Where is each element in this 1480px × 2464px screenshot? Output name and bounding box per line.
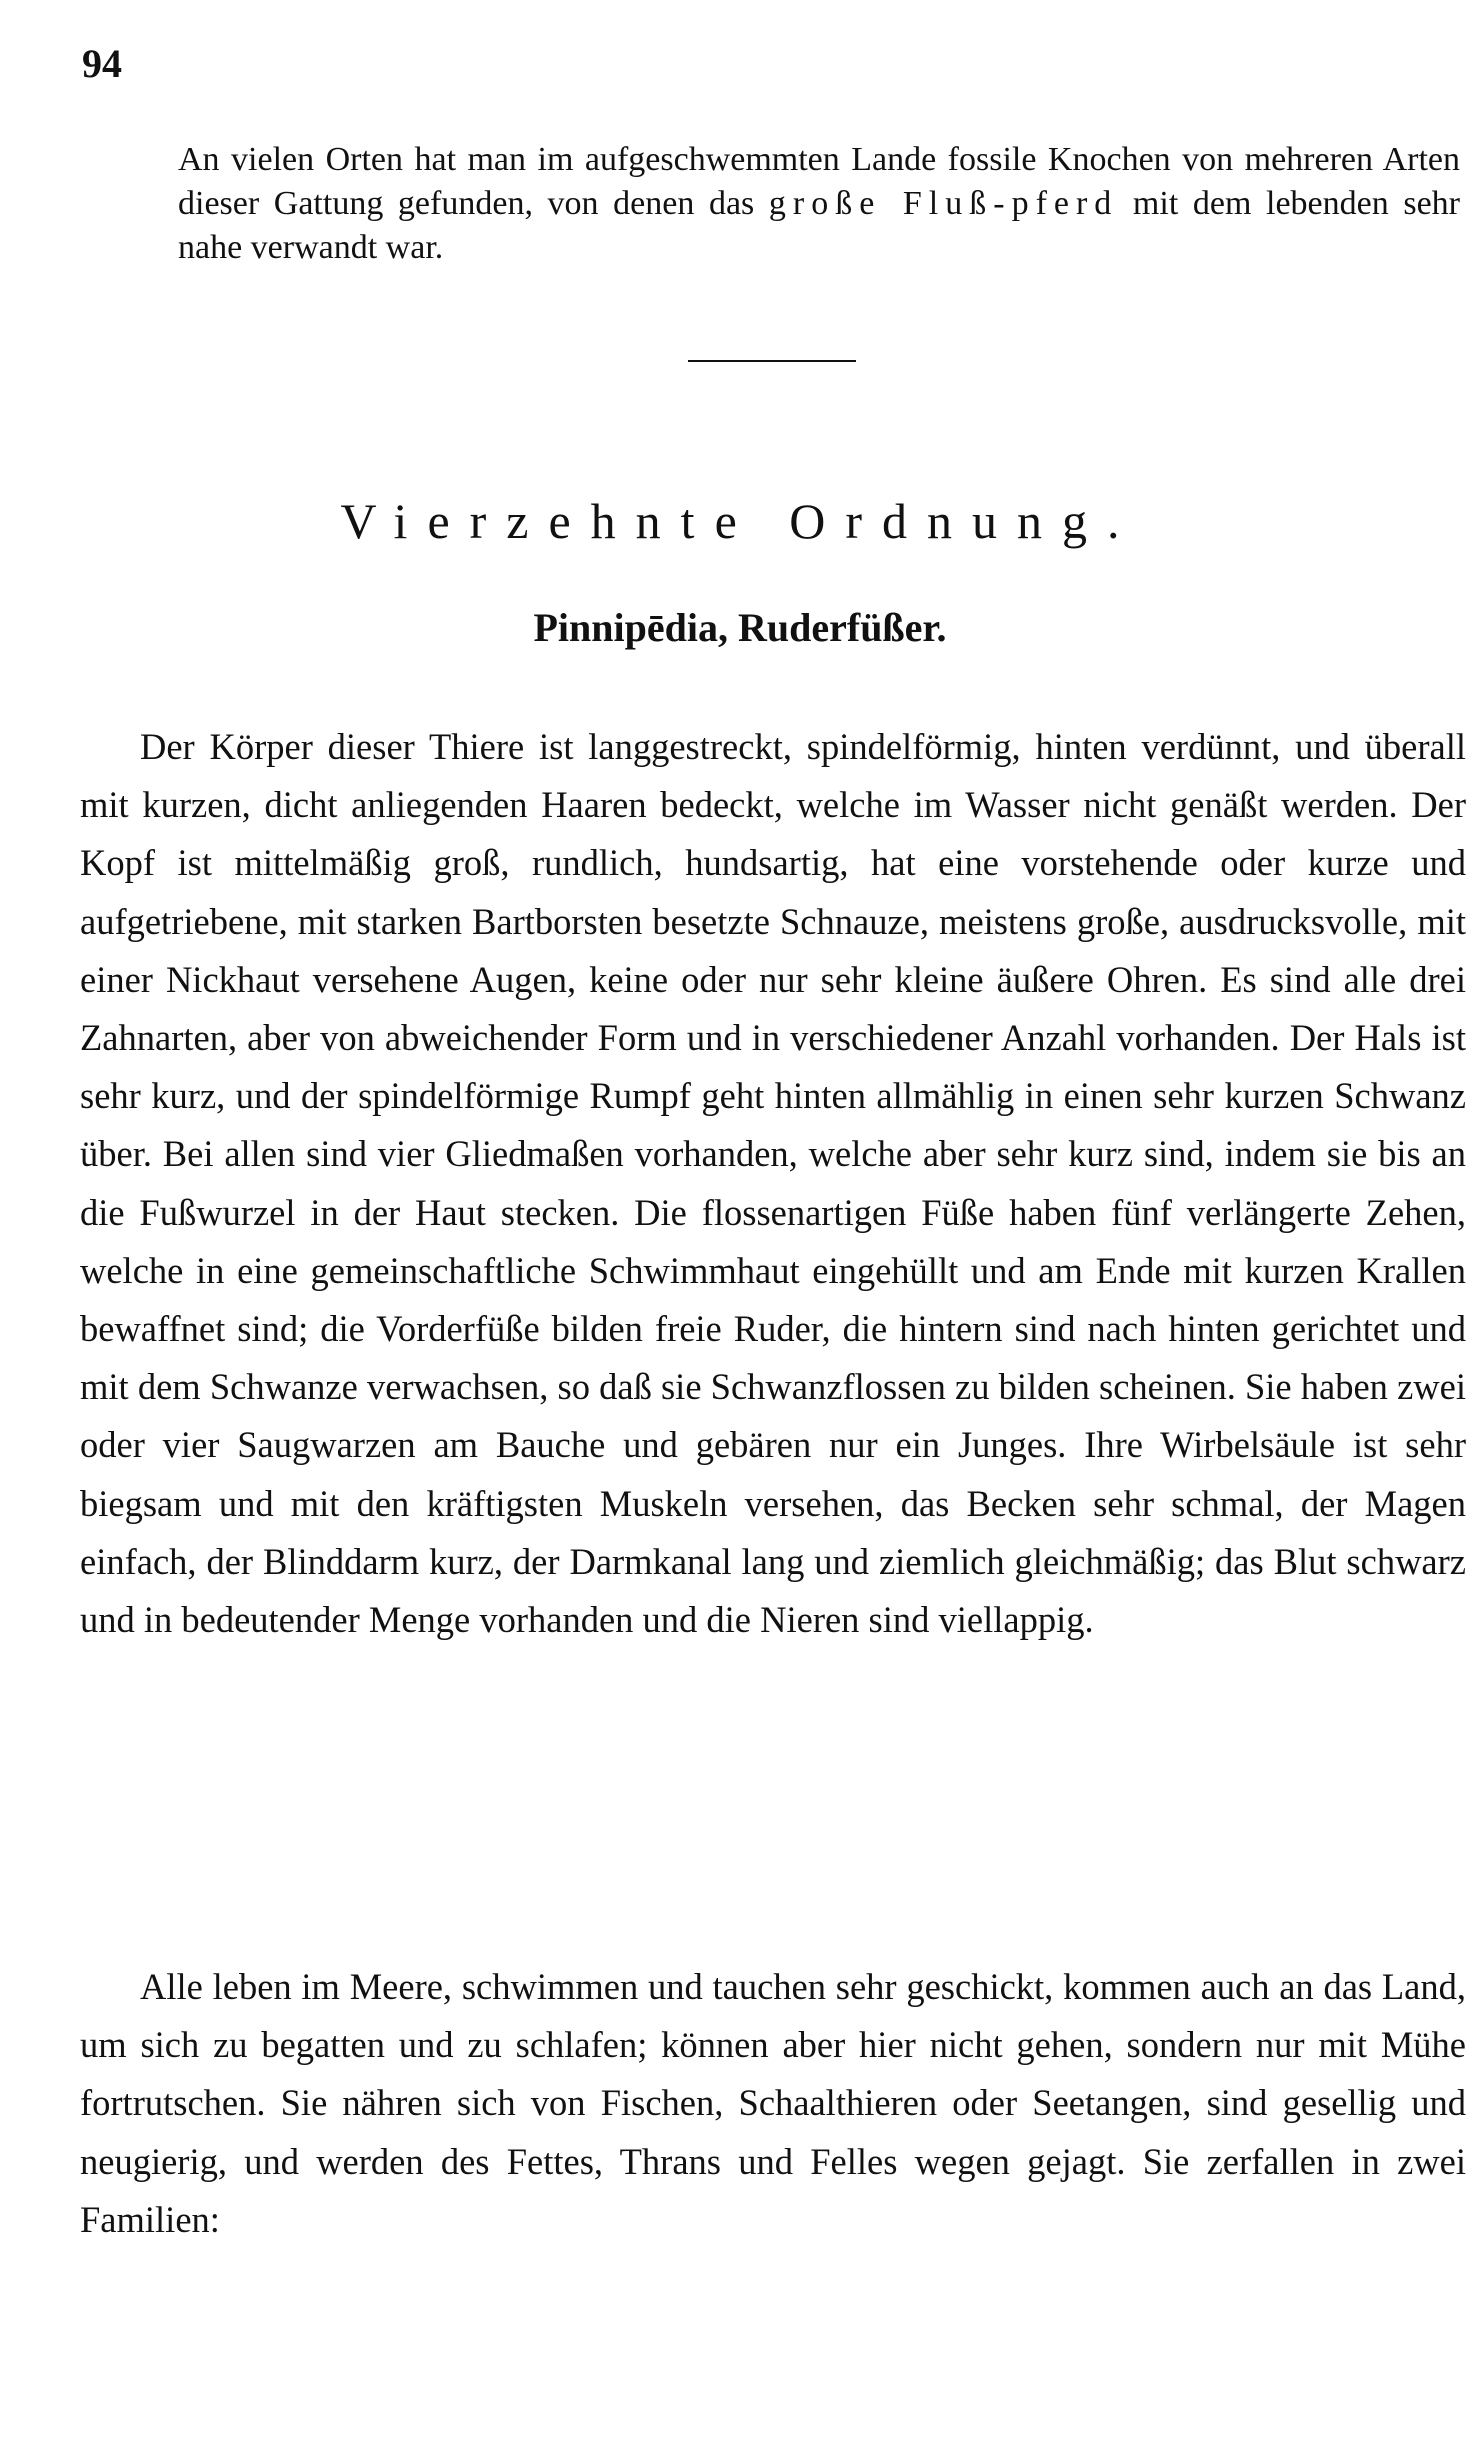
section-divider bbox=[688, 360, 856, 362]
order-subtitle: Pinnipēdia, Ruderfüßer. bbox=[533, 605, 947, 650]
order-title: Vierzehnte Ordnung. bbox=[340, 493, 1140, 549]
page-number: 94 bbox=[82, 41, 122, 86]
footnote-text-end: mit dem lebenden sehr nahe verwandt war. bbox=[178, 185, 1460, 266]
footnote-emphasis: große Fluß-pferd bbox=[768, 185, 1119, 222]
footnote-text-start: An vielen Orten hat man im aufgeschwemmten Lande fossile Knochen von mehreren Arten dieser Gattung gefunden, von denen das bbox=[178, 141, 1460, 222]
footnote bbox=[178, 138, 1460, 270]
paragraph-body-1: Der Körper dieser Thiere ist langgestreckt, spindelförmig, hinten verdünnt, und überall mit kurzen, dicht anliegenden Haaren bedeckt, welche im Wasser nicht genäßt werden. Der Kopf ist mittelmäßig groß, rundlich, hundsartig, hat eine vorstehende oder kurze und aufgetriebene, mit starken Bartborsten besetzte Schnauze, meistens große, ausdrucksvolle, mit einer Nickhaut versehene Augen, keine oder nur sehr kleine äußere Ohren. Es sind alle drei Zahnarten, aber von abweichender Form und in verschiedener Anzahl vorhanden. Der Hals ist sehr kurz, und der spindelförmige Rumpf geht hinten allmählig in einen sehr kurzen Schwanz über. Bei allen sind vier Gliedmaßen vorhanden, welche aber sehr kurz sind, indem sie bis an die Fußwurzel in der Haut stecken. Die flossenartigen Füße haben fünf verlängerte Zehen, welche in eine gemeinschaftliche Schwimmhaut eingehüllt und am Ende mit kurzen Krallen bewaffnet sind; die Vorderfüße bilden freie Ruder, die hintern sind nach hinten gerichtet und mit dem Schwanze verwachsen, so daß sie Schwanzflossen zu bilden scheinen. Sie haben zwei oder vier Saugwarzen am Bauche und gebären nur ein Junges. Ihre Wirbelsäule ist sehr biegsam und mit den kräftigsten Muskeln versehen, das Becken sehr schmal, der Magen einfach, der Blinddarm kurz, der Darmkanal lang und ziemlich gleichmäßig; das Blut schwarz und in bedeutender Menge vorhanden und die Nieren sind viellappig. bbox=[80, 726, 1466, 1641]
paragraph-body-2: Alle leben im Meere, schwimmen und tauchen sehr geschickt, kommen auch an das Land, um sich zu begatten und zu schlafen; können aber hier nicht gehen, sondern nur mit Mühe fortrutschen. Sie nähren sich von Fischen, Schaalthieren oder Seetangen, sind gesellig und neugierig, und werden des Fettes, Thrans und Felles wegen gejagt. Sie zerfallen in zwei Familien: bbox=[80, 1966, 1466, 2240]
